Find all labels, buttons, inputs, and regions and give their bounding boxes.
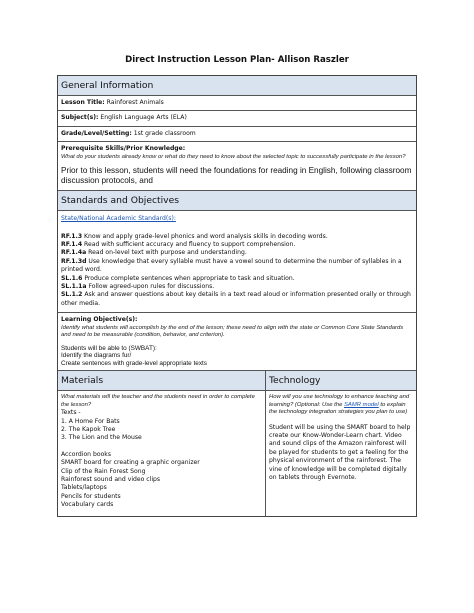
prereq-label: Prerequisite Skills/Prior Knowledge: <box>61 145 186 153</box>
objectives-row <box>58 313 416 371</box>
standard-item: SL.1.1a Follow agreed-upon rules for discussions. <box>61 283 215 291</box>
materials-prompt: What materials will the teacher and the students need in order to complete the lesson? <box>61 394 255 408</box>
subjects-value: English Language Arts (ELA) <box>100 114 187 122</box>
material-item: Vocabulary cards <box>61 501 114 509</box>
general-info-heading: General Information <box>58 76 416 96</box>
material-item: Accordion books <box>61 450 112 458</box>
objectives-intro: Students will be able to (SWBAT): <box>61 344 157 352</box>
standard-item: SL.1.6 Produce complete sentences when appropriate to task and situation. <box>61 274 295 282</box>
grade-value: 1st grade classroom <box>133 129 196 137</box>
lesson-title-value: Rainforest Animals <box>106 99 164 106</box>
objective-line: Create sentences with grade-level appropriate texts <box>61 359 207 367</box>
materials-technology-heading-row <box>58 371 416 391</box>
document-title: Direct Instruction Lesson Plan- Allison Raszler <box>125 55 349 65</box>
text-item: 3. The Lion and the Mouse <box>61 434 142 442</box>
technology-prompt: How will you use technology to enhance teaching and learning? (Optional: Use the SAMR model to explain the technology integration strategies you plan to use) <box>269 394 410 416</box>
material-item: Clip of the Rain Forest Song <box>61 467 146 475</box>
materials-technology-body-row <box>58 391 416 515</box>
standards-link[interactable]: State/National Academic Standard(s): <box>61 215 176 223</box>
materials-cell <box>58 391 266 515</box>
standard-item: RF.1.4a Read on-level text with purpose and understanding. <box>61 249 247 257</box>
subjects-row <box>58 111 416 126</box>
samr-model-link[interactable]: SAMR model <box>344 401 379 408</box>
standards-list <box>61 233 413 309</box>
standard-item: RF.1.3d Use knowledge that every syllable must have a vowel sound to determine the number of syllables in a printed word. <box>61 257 402 274</box>
standard-item: RF.1.4 Read with sufficient accuracy and fluency to support comprehension. <box>61 241 296 249</box>
texts-label: Texts - <box>61 409 81 417</box>
text-item: 1. A Home For Bats <box>61 417 120 425</box>
grade-label: Grade/Level/Setting: <box>61 129 132 137</box>
prereq-row <box>58 142 416 191</box>
material-item: SMART board for creating a graphic organizer <box>61 459 200 467</box>
material-item: Rainforest sound and video clips <box>61 475 161 483</box>
grade-row <box>58 127 416 142</box>
material-item: Pencils for students <box>61 492 121 500</box>
objectives-label: Learning Objective(s): <box>61 316 138 324</box>
material-item: Tablets/laptops <box>61 484 107 492</box>
standards-row <box>58 211 416 313</box>
subjects-label: Subject(s): <box>61 114 99 122</box>
standards-heading: Standards and Objectives <box>58 191 416 211</box>
technology-body: Student will be using the SMART board to help create our Know-Wonder-Learn chart. Video and sound clips of the Amazon rainforest will be played for students to get a feeling for the physical environment of the rainforest. The vine of knowledge will be completed digitally on tablets through Evernote. <box>269 423 411 481</box>
objective-line: Identify the diagrams fur/ <box>61 352 132 360</box>
standard-item: RF.1.3 Know and apply grade-level phonics and word analysis skills in decoding words. <box>61 232 328 240</box>
lesson-plan-table <box>57 75 417 517</box>
text-item: 2. The Kapok Tree <box>61 425 116 433</box>
standard-item: SL.1.2 Ask and answer questions about key details in a text read aloud or information presented orally or through other media. <box>61 291 411 307</box>
technology-cell <box>266 391 416 515</box>
lesson-title-row <box>58 96 416 111</box>
technology-heading: Technology <box>266 371 416 390</box>
lesson-title-label: Lesson Title: <box>61 99 105 106</box>
materials-heading: Materials <box>58 371 266 390</box>
objectives-prompt: Identify what students will accomplish by the end of the lesson; these need to align with the state or Common Core State Standards and need to be measurable (condition, behavior, and criterion). <box>61 324 404 339</box>
prereq-answer: Prior to this lesson, students will need the foundations for reading in English, following classroom discussion protocols, and <box>61 166 412 185</box>
prereq-prompt: What do your students already know or what do they need to know about the selected topic to successfully participate in the lesson? <box>61 153 406 160</box>
